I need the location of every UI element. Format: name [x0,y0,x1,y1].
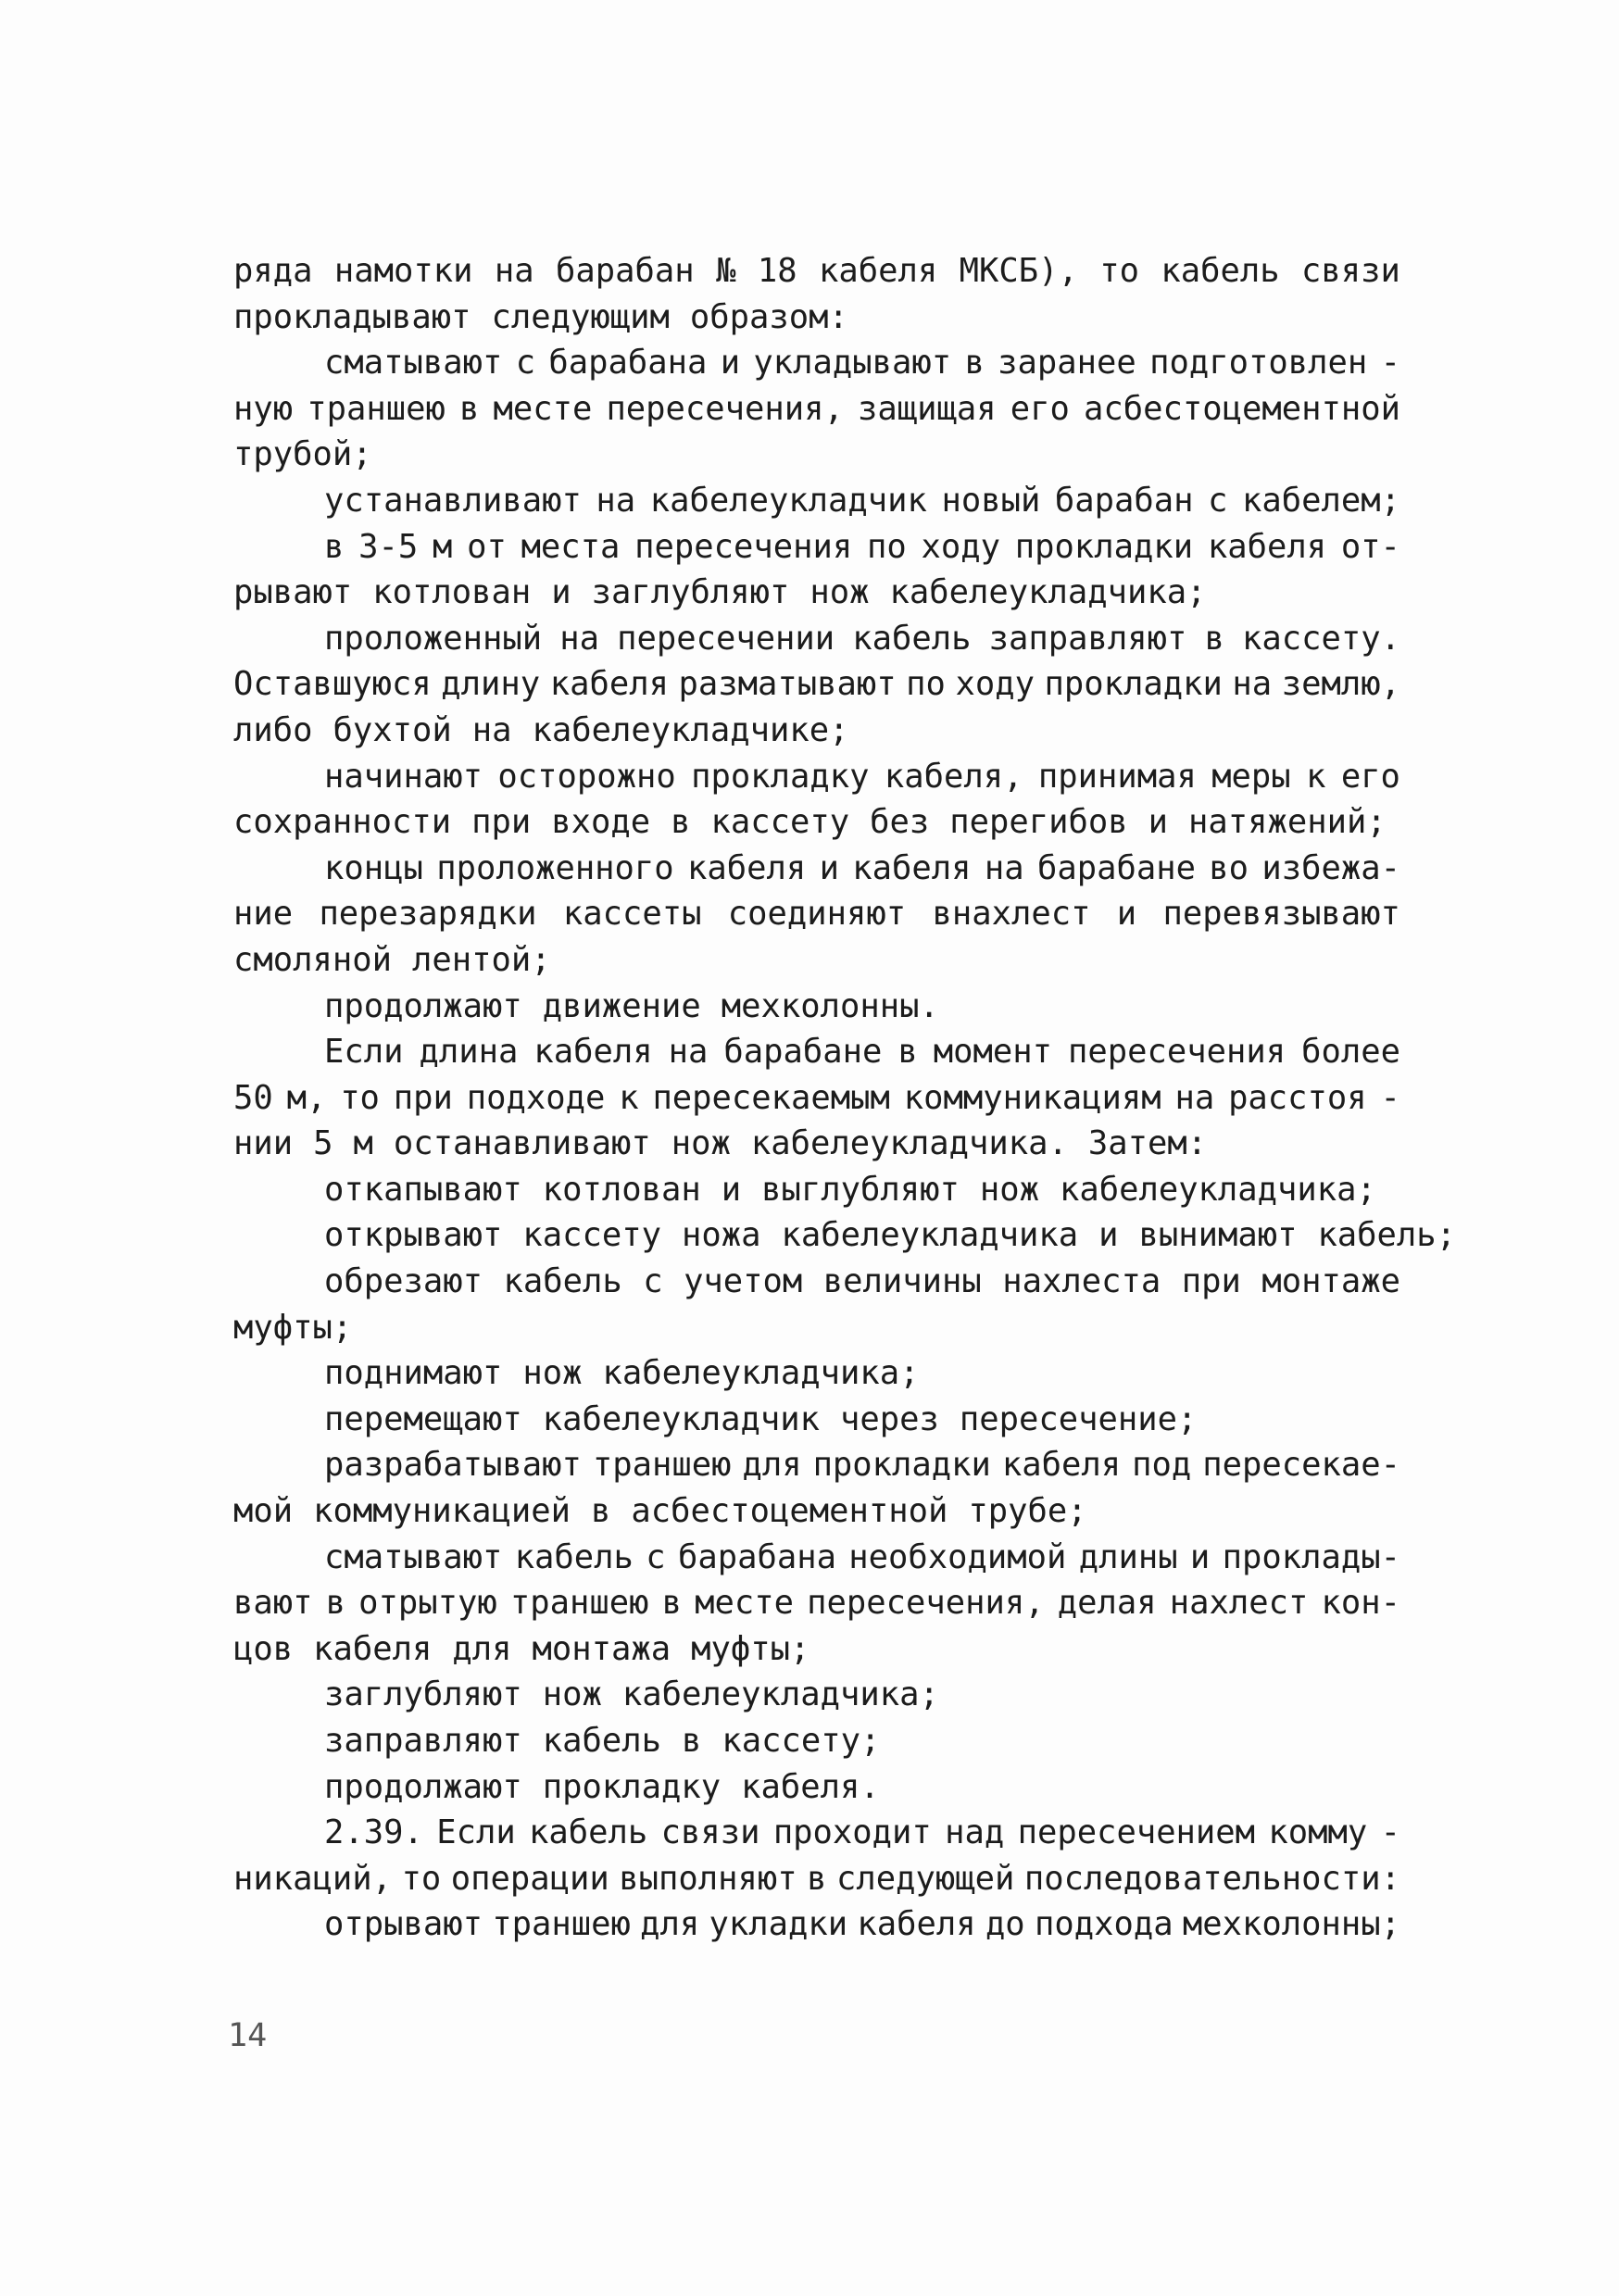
text-line: прокладывают следующим образом: [233,297,848,336]
text-line: сматывают с барабана и укладывают в заранее подготовлен - [324,344,1400,383]
text-line: ряда намотки на барабан № 18 кабеля МКСБ), то кабель связи [233,252,1400,290]
text-line: либо бухтой на кабелеукладчике; [233,710,849,749]
text-line: начинают осторожно прокладку кабеля, принимая меры к его [324,757,1400,796]
page-number: 14 [228,2017,268,2054]
text-line: сматывают кабель с барабана необходимой длины и проклады- [324,1537,1400,1576]
text-line: трубой; [233,435,372,474]
text-line: Оставшуюся длину кабеля разматывают по ходу прокладки на землю, [233,665,1400,704]
text-line: в 3-5 м от места пересечения по ходу прокладки кабеля от- [324,527,1400,566]
body-text [233,248,1457,1948]
text-line: рывают котлован и заглубляют нож кабелеукладчика; [233,573,1207,612]
text-line: ную траншею в месте пересечения, защищая его асбестоцементной [233,389,1400,428]
text-line: нии 5 м останавливают нож кабелеукладчика. Затем: [233,1124,1208,1163]
text-line: разрабатывают траншею для прокладки кабеля под пересекае- [324,1446,1400,1485]
text-line: устанавливают на кабелеукладчик новый барабан с кабелем; [324,481,1400,520]
text-line: откапывают котлован и выглубляют нож кабелеукладчика; [324,1170,1376,1209]
text-line: перемещают кабелеукладчик через пересечение; [324,1399,1198,1438]
text-line: 2.39. Если кабель связи проходит над пересечением комму - [324,1813,1400,1852]
text-line: мой коммуникацией в асбестоцементной трубе; [233,1492,1087,1531]
text-line: смоляной лентой; [233,940,551,979]
text-line: концы проложенного кабеля и кабеля на барабане во избежа- [324,848,1400,887]
text-line: поднимают нож кабелеукладчика; [324,1354,920,1393]
text-line: муфты; [233,1308,353,1347]
text-line: продолжают движение мехколонны. [324,986,939,1025]
text-line: продолжают прокладку кабеля. [324,1767,880,1806]
text-line: открывают кассету ножа кабелеукладчика и вынимают кабель; [324,1216,1457,1255]
text-line: никаций, то операции выполняют в следующей последовательности: [233,1859,1400,1898]
text-line: проложенный на пересечении кабель заправляют в кассету. [324,619,1400,658]
text-line: Если длина кабеля на барабане в момент пересечения более [324,1033,1400,1072]
text-line: сохранности при входе в кассету без перегибов и натяжений; [233,803,1387,842]
text-line: обрезают кабель с учетом величины нахлеста при монтаже [324,1262,1400,1301]
text-line: заправляют кабель в кассету; [324,1722,881,1760]
text-line: ние перезарядки кассеты соединяют внахлест и перевязывают [233,895,1400,934]
text-line: отрывают траншею для укладки кабеля до подхода мехколонны; [324,1905,1400,1944]
text-line: вают в отрытую траншею в месте пересечения, делая нахлест кон- [233,1584,1400,1623]
text-line: 50 м, то при подходе к пересекаемым коммуникациям на расстоя - [233,1078,1400,1117]
text-line: цов кабеля для монтажа муфты; [233,1629,810,1668]
text-line: заглубляют нож кабелеукладчика; [324,1675,939,1714]
